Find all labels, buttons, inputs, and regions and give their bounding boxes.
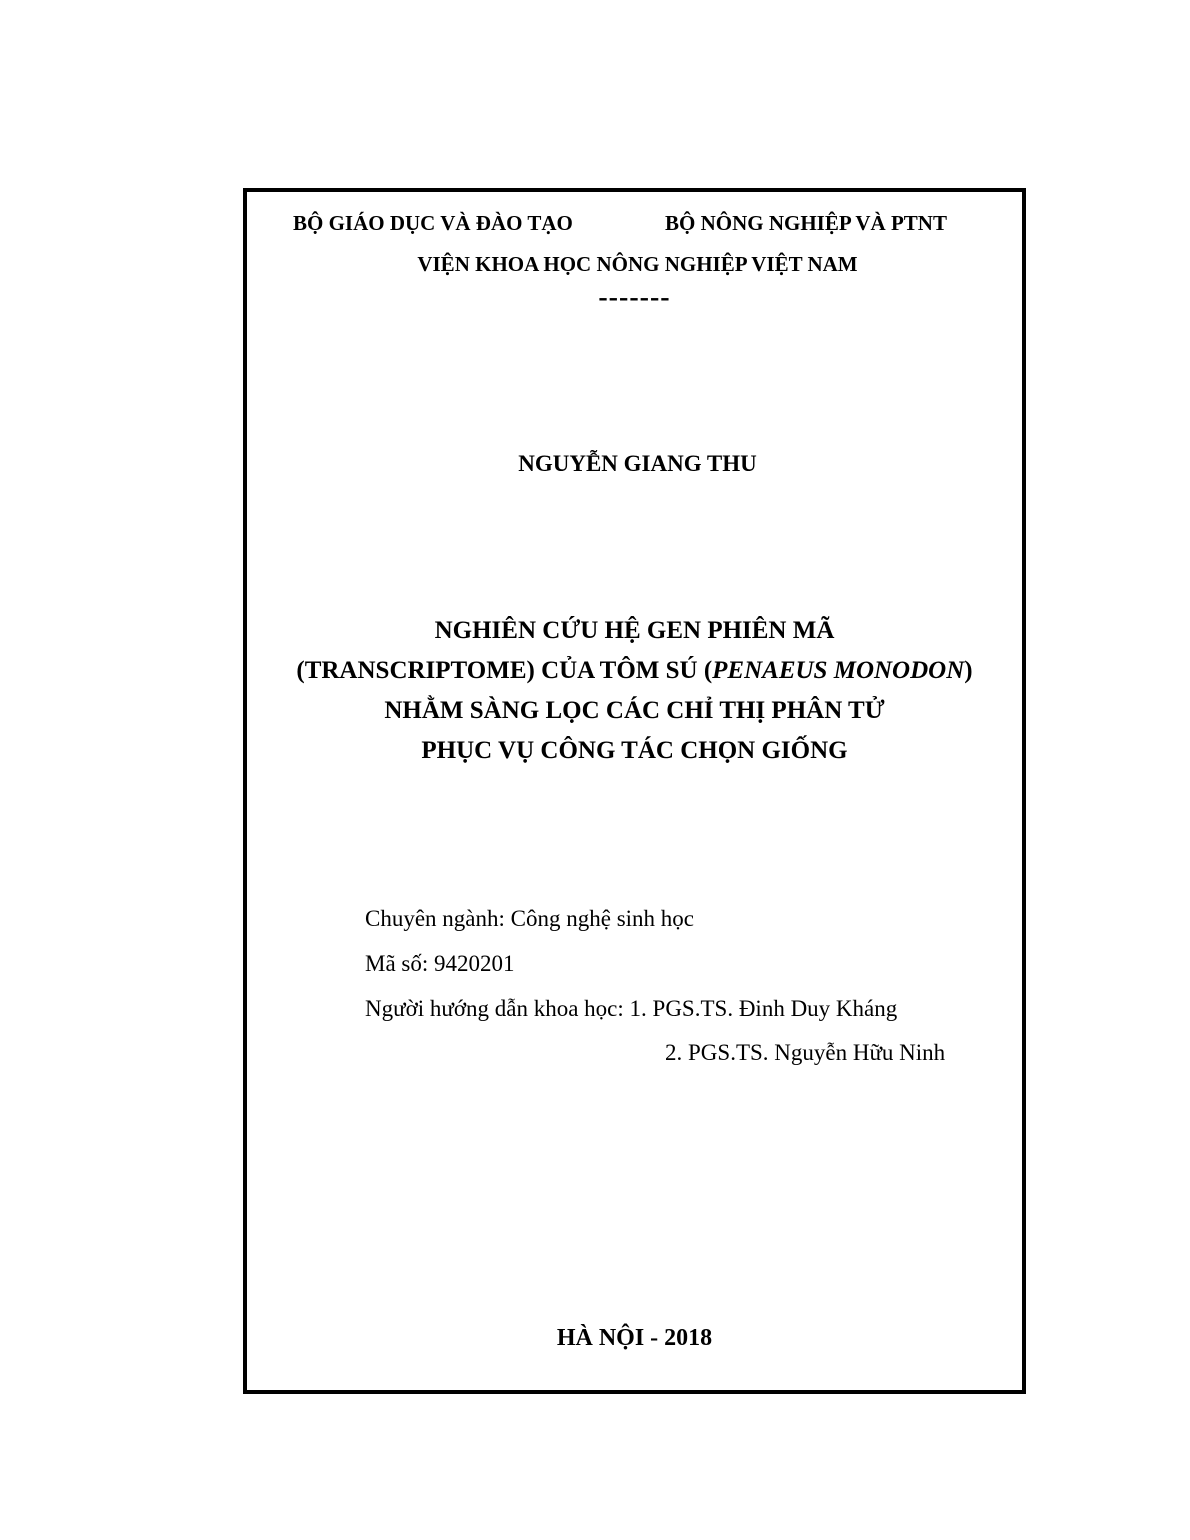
code-line: Mã số: 9420201 [365,951,515,976]
advisor-1: 1. PGS.TS. Đinh Duy Kháng [629,996,898,1021]
header-separator: ------- [598,282,671,313]
thesis-title-line-2-prefix: (TRANSCRIPTOME) CỦA TÔM SÚ ( [296,657,713,684]
ministry-education: BỘ GIÁO DỤC VÀ ĐÀO TẠO [293,211,573,235]
thesis-title-line-1: NGHIÊN CỨU HỆ GEN PHIÊN MÃ [434,617,835,644]
cover-frame [243,188,1026,1394]
advisor-2: 2. PGS.TS. Nguyễn Hữu Ninh [665,1040,946,1065]
ministry-agriculture: BỘ NÔNG NGHIỆP VÀ PTNT [665,211,947,235]
thesis-title-line-4: PHỤC VỤ CÔNG TÁC CHỌN GIỐNG [421,737,848,764]
thesis-title-line-2-suffix: ) [964,657,973,684]
species-name: PENAEUS MONODON [712,657,965,684]
place-year: HÀ NỘI - 2018 [556,1325,713,1351]
author-name: NGUYỄN GIANG THU [518,451,757,476]
thesis-title-line-3: NHẰM SÀNG LỌC CÁC CHỈ THỊ PHÂN TỬ [384,697,885,724]
institute-name: VIỆN KHOA HỌC NÔNG NGHIỆP VIỆT NAM [417,252,858,276]
advisors-label: Người hướng dẫn khoa học: [365,996,630,1021]
major-line: Chuyên ngành: Công nghệ sinh học [365,906,694,931]
thesis-title-line-2 [247,657,1022,685]
advisors-line [365,996,897,1022]
